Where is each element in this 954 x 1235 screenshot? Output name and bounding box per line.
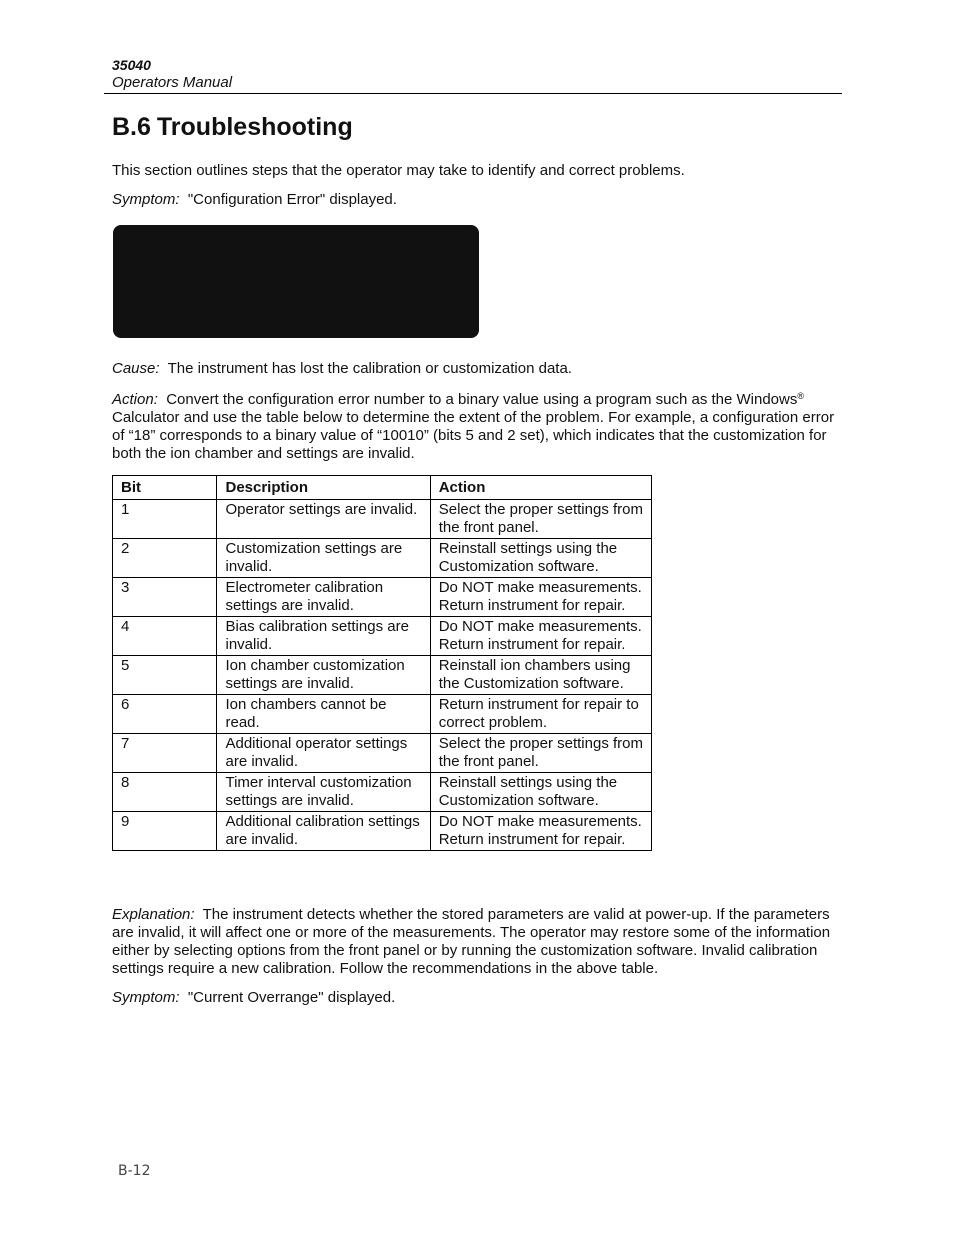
- explanation-label: Explanation:: [112, 906, 195, 923]
- symptom-label: Symptom:: [112, 989, 180, 1006]
- table-row: [113, 656, 652, 695]
- symptom-text: "Configuration Error" displayed.: [187, 191, 397, 208]
- table-row: [113, 812, 652, 851]
- table-row: [113, 734, 652, 773]
- section-heading: [112, 112, 353, 142]
- action-paragraph: [112, 391, 842, 463]
- header-action: Action: [430, 476, 651, 500]
- intro-paragraph: This section outlines steps that the operator may take to identify and correct problems.: [112, 162, 685, 179]
- table-row: [113, 695, 652, 734]
- page-header: [112, 56, 842, 92]
- cell-action: Do NOT make measurements. Return instrument for repair.: [430, 617, 651, 656]
- table-row: [113, 617, 652, 656]
- header-model: 35040: [112, 57, 151, 73]
- symptom-text: "Current Overrange" displayed.: [187, 989, 396, 1006]
- explanation-paragraph: [112, 906, 842, 978]
- cell-description: Electrometer calibration settings are invalid.: [217, 578, 430, 617]
- symptom-config-error: [112, 191, 842, 209]
- cause-label: Cause:: [112, 360, 160, 377]
- cell-bit: 7: [113, 734, 217, 773]
- cell-bit: 5: [113, 656, 217, 695]
- table-row: [113, 578, 652, 617]
- cell-description: Ion chambers cannot be read.: [217, 695, 430, 734]
- symptom-label: Symptom:: [112, 191, 180, 208]
- cell-bit: 9: [113, 812, 217, 851]
- cause-text: The instrument has lost the calibration or customization data.: [167, 360, 572, 377]
- header-description: Description: [217, 476, 430, 500]
- cell-description: Additional calibration settings are invalid.: [217, 812, 430, 851]
- cell-bit: 2: [113, 539, 217, 578]
- cause-paragraph: [112, 360, 842, 378]
- symptom-current-overrange: [112, 989, 842, 1007]
- cell-action: Reinstall settings using the Customization software.: [430, 539, 651, 578]
- table-row: [113, 500, 652, 539]
- cell-action: Select the proper settings from the front panel.: [430, 500, 651, 539]
- config-error-table: [112, 475, 652, 851]
- cell-description: Customization settings are invalid.: [217, 539, 430, 578]
- table-row: [113, 539, 652, 578]
- page-number: B-12: [118, 1163, 151, 1179]
- cell-action: Select the proper settings from the front panel.: [430, 734, 651, 773]
- cell-description: Timer interval customization settings are invalid.: [217, 773, 430, 812]
- instrument-display-image: [113, 225, 479, 338]
- cell-bit: 4: [113, 617, 217, 656]
- action-label: Action:: [112, 391, 158, 408]
- action-text-1: Convert the configuration error number to a binary value using a program such as the Windows: [166, 391, 798, 408]
- action-text-2: Calculator and use the table below to determine the extent of the problem. For example, a configuration error of “18” corresponds to a binary value of “10010” (bits 5 and 2 set), which indicates that the customization for both the ion chamber and settings are invalid.: [112, 409, 835, 462]
- cell-action: Reinstall settings using the Customization software.: [430, 773, 651, 812]
- cell-bit: 6: [113, 695, 217, 734]
- cell-description: Operator settings are invalid.: [217, 500, 430, 539]
- registered-mark: ®: [797, 391, 805, 401]
- cell-action: Return instrument for repair to correct problem.: [430, 695, 651, 734]
- cell-description: Ion chamber customization settings are invalid.: [217, 656, 430, 695]
- cell-bit: 1: [113, 500, 217, 539]
- explanation-text: The instrument detects whether the stored parameters are valid at power-up. If the parameters are invalid, it will affect one or more of the measurements. The operator may restore some of the information either by selecting options from the front panel or by running the customization software. Invalid calibration settings require a new calibration. Follow the recommendations in the above table.: [112, 906, 831, 977]
- cell-bit: 8: [113, 773, 217, 812]
- cell-bit: 3: [113, 578, 217, 617]
- cell-action: Reinstall ion chambers using the Customization software.: [430, 656, 651, 695]
- header-rule: [104, 93, 842, 94]
- cell-description: Additional operator settings are invalid.: [217, 734, 430, 773]
- cell-description: Bias calibration settings are invalid.: [217, 617, 430, 656]
- section-number: B.6: [112, 113, 151, 141]
- header-bit: Bit: [113, 476, 217, 500]
- cell-action: Do NOT make measurements. Return instrument for repair.: [430, 812, 651, 851]
- cell-action: Do NOT make measurements. Return instrument for repair.: [430, 578, 651, 617]
- table-header-row: [113, 476, 652, 500]
- section-title: Troubleshooting: [156, 113, 353, 141]
- table-row: [113, 773, 652, 812]
- header-manual-title: Operators Manual: [112, 74, 233, 91]
